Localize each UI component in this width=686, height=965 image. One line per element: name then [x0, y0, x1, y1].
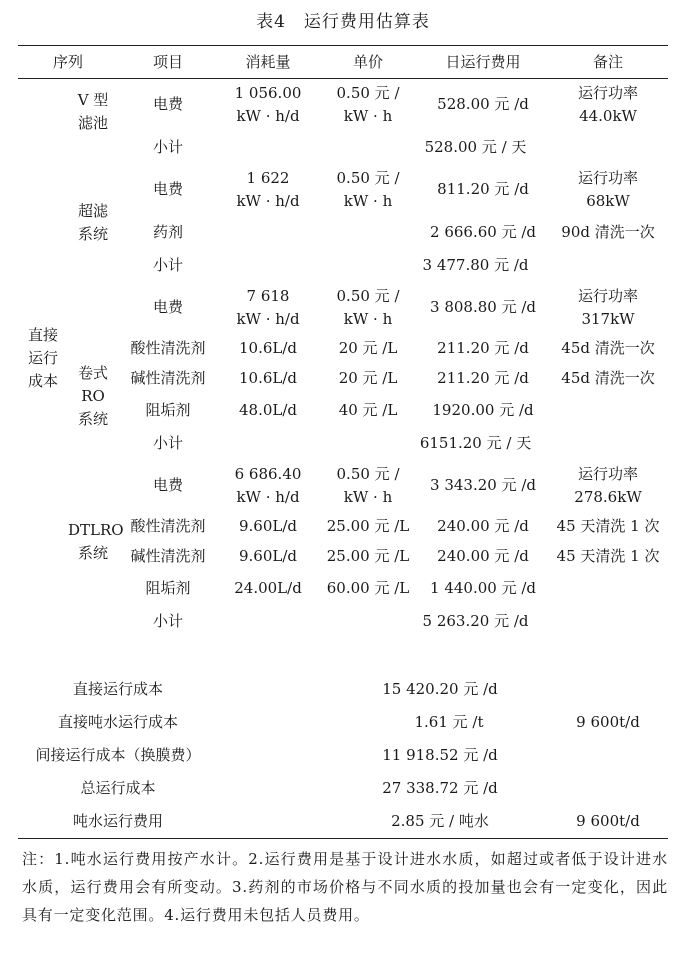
daily-cost-cell: 2 666.60 元 /d: [430, 222, 537, 241]
table-row: [18, 282, 668, 334]
summary-row: [18, 772, 668, 805]
unit-price-cell: 0.50 元 / kW · h: [336, 83, 400, 125]
group-spacer: [68, 605, 118, 638]
group-spacer: [68, 572, 118, 605]
subtotal-value: 528.00 元 / 天: [424, 137, 527, 156]
header-item: 项目: [118, 46, 218, 79]
consumption-cell: 9.60L/d: [239, 547, 298, 565]
remark-cell: 45 天清洗 1 次: [556, 547, 660, 565]
remark-cell: 运行功率 317kW: [578, 286, 639, 328]
item-cell: 药剂: [153, 222, 184, 241]
daily-cost-cell: 3 808.80 元 /d: [430, 298, 537, 316]
consumption-cell: 24.00L/d: [234, 578, 302, 597]
subtotal-value: 6151.20 元 / 天: [419, 433, 532, 452]
remark-cell: [548, 572, 668, 605]
subtotal-label: 小计: [153, 433, 184, 452]
summary-label: 总运行成本: [80, 779, 156, 797]
summary-label: 吨水运行费用: [18, 805, 218, 838]
summary-value: 11 918.52 元 /d: [382, 746, 498, 764]
subtotal-label: 小计: [153, 137, 184, 156]
group-uf: 超滤 系统: [78, 201, 109, 243]
unit-price-cell: 20 元 /L: [338, 369, 398, 387]
summary-label: 直接吨水运行成本: [57, 713, 178, 731]
daily-cost-cell: 211.20 元 /d: [437, 339, 529, 357]
item-cell: 电费: [153, 298, 184, 316]
table-row: [18, 79, 668, 131]
subtotal-value: 5 263.20 元 /d: [422, 611, 529, 630]
item-cell: 电费: [153, 476, 184, 494]
item-cell: 碱性清洗剂: [130, 547, 206, 565]
summary-note: [548, 673, 668, 706]
header-unit-price: 单价: [318, 46, 418, 79]
summary-note: 9 600t/d: [576, 713, 640, 731]
summary-note: [548, 739, 668, 772]
unit-price-cell: 0.50 元 / kW · h: [336, 286, 400, 328]
item-cell: 酸性清洗剂: [130, 517, 206, 535]
summary-label: 直接运行成本: [72, 680, 163, 698]
summary-row: [18, 673, 668, 706]
item-cell: 阻垢剂: [145, 578, 191, 597]
remark-cell: 90d 清洗一次: [561, 222, 655, 241]
consumption-cell: 7 618 kW · h/d: [236, 286, 300, 328]
summary-value: 2.85 元 / 吨水: [218, 805, 548, 838]
daily-cost-cell: 811.20 元 /d: [437, 180, 529, 198]
remark-cell: 45d 清洗一次: [561, 369, 655, 387]
consumption-cell: 6 686.40 kW · h/d: [234, 464, 302, 506]
header-row: [18, 46, 668, 79]
unit-price-cell: 25.00 元 /L: [326, 517, 410, 535]
group-ro: 卷式 RO 系统: [78, 364, 109, 428]
subtotal-value: 3 477.80 元 /d: [422, 255, 529, 274]
item-cell: 酸性清洗剂: [130, 339, 206, 357]
summary-row: [18, 706, 668, 739]
header-sequence: 序列: [18, 46, 118, 79]
consumption-cell: 10.6L/d: [239, 369, 298, 387]
remark-cell: [548, 394, 668, 427]
daily-cost-cell: 240.00 元 /d: [437, 517, 529, 535]
footnote: 注：1.吨水运行费用按产水计。2.运行费用是基于设计进水水质，如超过或者低于设计进水水质，运行费用会有所变动。3.药剂的市场价格与不同水质的投加量也会有一定变化，因此具有一定变化范围。4.运行费用未包括人员费用。: [22, 850, 668, 924]
daily-cost-cell: 3 343.20 元 /d: [430, 476, 537, 494]
item-cell: 碱性清洗剂: [130, 369, 206, 387]
daily-cost-cell: 528.00 元 /d: [437, 95, 529, 114]
daily-cost-cell: 1920.00 元 /d: [432, 400, 534, 419]
header-remark: 备注: [548, 46, 668, 79]
daily-cost-cell: 211.20 元 /d: [437, 369, 529, 387]
daily-cost-cell: 240.00 元 /d: [437, 547, 529, 565]
item-cell: 电费: [153, 180, 184, 198]
item-cell: 电费: [153, 95, 184, 114]
consumption-cell: [218, 216, 318, 249]
group-dtlro: DTLRO 系统: [68, 520, 124, 562]
remark-cell: 运行功率 44.0kW: [578, 83, 639, 125]
subtotal-label: 小计: [153, 255, 184, 274]
unit-price-cell: 20 元 /L: [338, 339, 398, 357]
item-cell: 阻垢剂: [145, 400, 191, 419]
unit-price-cell: 60.00 元 /L: [326, 578, 410, 597]
summary-row: [18, 739, 668, 772]
consumption-cell: 10.6L/d: [239, 339, 298, 357]
table-title: 表4 运行费用估算表: [256, 12, 430, 32]
consumption-cell: 1 622 kW · h/d: [236, 168, 300, 210]
table-row: [18, 512, 668, 542]
subtotal-label: 小计: [153, 611, 184, 630]
summary-value: 1.61 元 /t: [414, 713, 484, 731]
category-direct-cost: 直接 运行 成本: [27, 325, 58, 390]
table-row: [18, 572, 668, 605]
summary-table: [18, 673, 668, 839]
unit-price-cell: 0.50 元 / kW · h: [336, 464, 400, 506]
remark-cell: 运行功率 278.6kW: [574, 464, 642, 506]
subtotal-row: [18, 605, 668, 638]
summary-value: 27 338.72 元 /d: [382, 779, 498, 797]
remark-cell: 45 天清洗 1 次: [556, 517, 660, 535]
cost-estimate-table: [18, 45, 668, 638]
consumption-cell: 1 056.00 kW · h/d: [234, 83, 302, 125]
summary-label: 间接运行成本（换膜费）: [35, 746, 201, 764]
header-consumption: 消耗量: [218, 46, 318, 79]
summary-note: [548, 772, 668, 805]
summary-note: 9 600t/d: [548, 805, 668, 838]
daily-cost-cell: 1 440.00 元 /d: [430, 578, 537, 597]
group-v-filter: V 型 滤池: [77, 91, 109, 132]
unit-price-cell: 0.50 元 / kW · h: [336, 168, 400, 210]
unit-price-cell: [318, 216, 418, 249]
summary-row: [18, 805, 668, 838]
consumption-cell: 48.0L/d: [239, 400, 298, 419]
unit-price-cell: 40 元 /L: [338, 400, 398, 419]
consumption-cell: 9.60L/d: [239, 517, 298, 535]
table-row: [18, 164, 668, 216]
unit-price-cell: 25.00 元 /L: [326, 547, 410, 565]
remark-cell: 45d 清洗一次: [561, 339, 655, 357]
remark-cell: 运行功率 68kW: [578, 168, 639, 210]
summary-value: 15 420.20 元 /d: [382, 680, 498, 698]
header-daily-cost: 日运行费用: [418, 46, 548, 79]
